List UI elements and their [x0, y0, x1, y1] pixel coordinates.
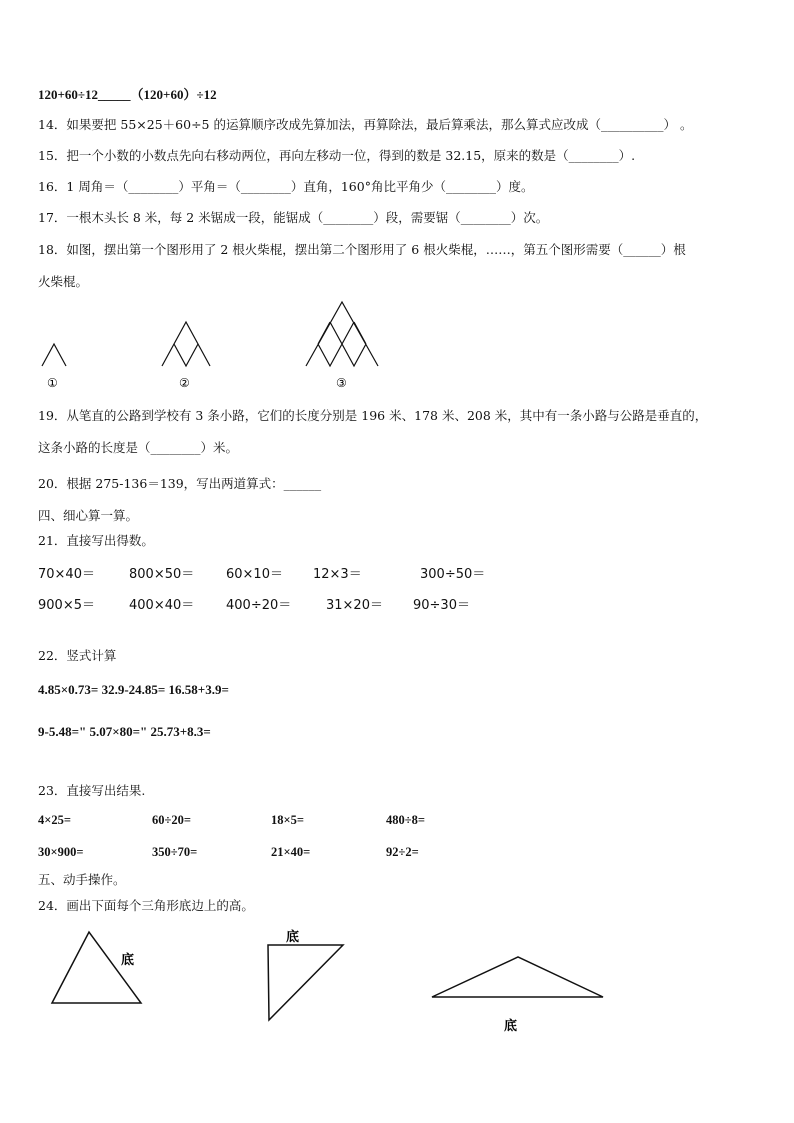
q21-item: 31×20＝: [326, 598, 383, 613]
question-23: 23．直接写出结果.: [38, 783, 146, 798]
question-14: 14．如果要把 55×25＋60÷5 的运算顺序改成先算加法，再算除法，最后算乘法，那么算式应改成（__________） 。: [38, 117, 693, 132]
question-18-line1: 18．如图，摆出第一个图形用了 2 根火柴棍，摆出第二个图形用了 6 根火柴棍，……，第五个图形需要（______）根: [38, 242, 686, 257]
triangle-3: [432, 957, 603, 997]
q23-item: 480÷8=: [386, 813, 425, 827]
q13-comparison: 120+60÷12_____（120+60）÷12: [38, 87, 217, 102]
question-19-line2: 这条小路的长度是（________）米。: [38, 440, 239, 455]
question-22: 22．竖式计算: [38, 648, 117, 663]
question-20: 20．根据 275-136＝139，写出两道算式：______: [38, 476, 322, 491]
q22-row2: 9-5.48=" 5.07×80=" 25.73+8.3=: [38, 724, 211, 739]
q23-item: 21×40=: [271, 845, 311, 859]
q21-item: 800×50＝: [129, 567, 195, 582]
question-19-line1: 19．从笔直的公路到学校有 3 条小路，它们的长度分别是 196 米、178 米、208 米，其中有一条小路与公路是垂直的，: [38, 408, 708, 423]
triangle-2-base-label: 底: [286, 930, 300, 945]
q23-item: 4×25=: [38, 813, 71, 827]
q21-item: 400÷20＝: [226, 598, 292, 613]
q22-row1: 4.85×0.73= 32.9-24.85= 16.58+3.9=: [38, 682, 229, 697]
q21-item: 90÷30＝: [413, 598, 470, 613]
q21-item: 12×3＝: [313, 567, 362, 582]
q23-item: 92÷2=: [386, 845, 419, 859]
question-24: 24．画出下面每个三角形底边上的高。: [38, 898, 254, 913]
q23-item: 30×900=: [38, 845, 84, 859]
question-21: 21．直接写出得数。: [38, 533, 154, 548]
figure-1-label: ①: [47, 376, 58, 390]
question-17: 17．一根木头长 8 米，每 2 米锯成一段，能锯成（________）段，需要锯（________）次。: [38, 210, 549, 225]
question-15: 15．把一个小数的小数点先向右移动两位，再向左移动一位，得到的数是 32.15，原来的数是（________）.: [38, 148, 636, 163]
triangle-3-base-label: 底: [504, 1019, 518, 1034]
triangle-2: [268, 945, 343, 1020]
q23-item: 350÷70=: [152, 845, 198, 859]
q23-item: 18×5=: [271, 813, 304, 827]
section-5-heading: 五、动手操作。: [38, 872, 126, 887]
triangle-1-base-label: 底: [121, 953, 135, 968]
q21-item: 900×5＝: [38, 598, 95, 613]
section-4-heading: 四、细心算一算。: [38, 508, 139, 523]
question-16: 16．1 周角＝（________）平角＝（________）直角，160°角比平角少（________）度。: [38, 179, 534, 194]
q21-item: 70×40＝: [38, 567, 95, 582]
q21-item: 400×40＝: [129, 598, 195, 613]
q23-item: 60÷20=: [152, 813, 191, 827]
figure-3-label: ③: [336, 376, 347, 390]
q21-item: 60×10＝: [226, 567, 283, 582]
q21-item: 300÷50＝: [420, 567, 486, 582]
question-18-line2: 火柴棍。: [38, 274, 89, 289]
figure-2-label: ②: [179, 376, 190, 390]
